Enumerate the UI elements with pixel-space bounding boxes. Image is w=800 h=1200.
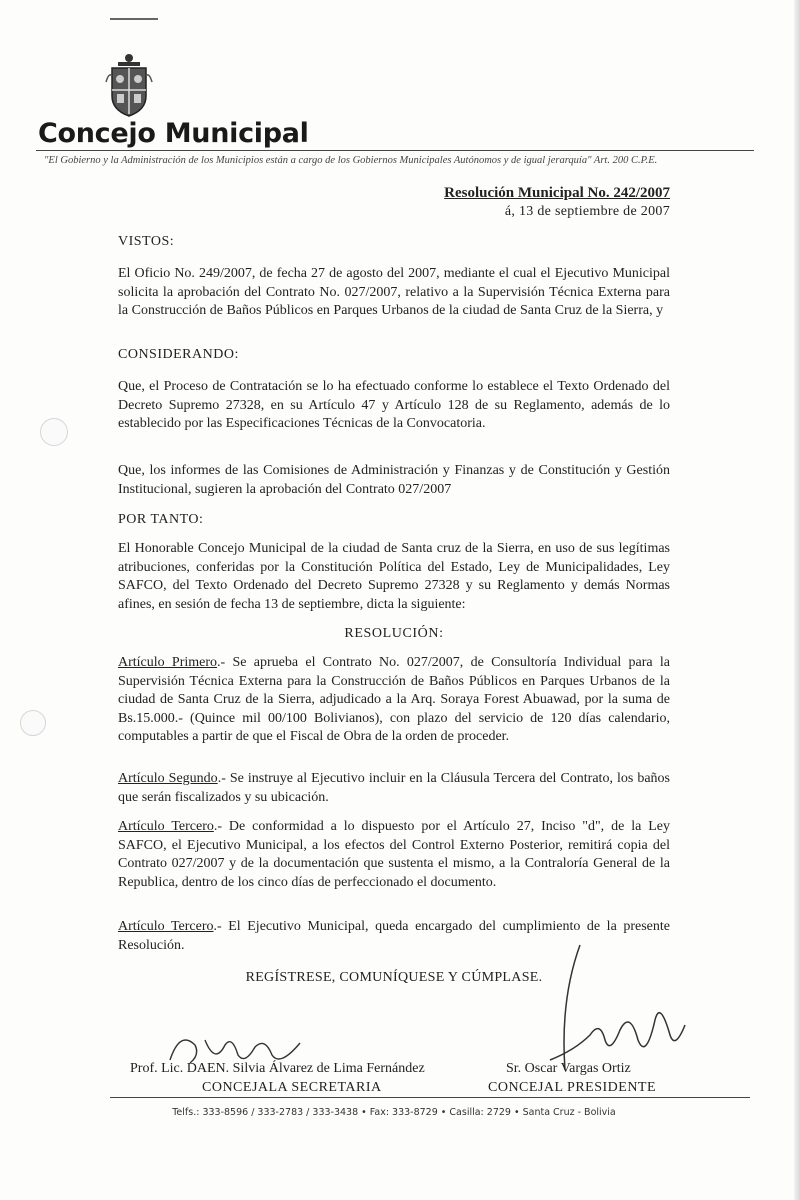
resolution-date: á, 13 de septiembre de 2007: [504, 204, 670, 219]
section-resolucion: RESOLUCIÓN:: [344, 626, 444, 641]
org-name: Concejo Municipal: [38, 118, 309, 149]
considerando-paragraph-2: Que, los informes de las Comisiones de Administración y Finanzas y de Constitución y Gestión Institucional, sugieren la aprobación del Contrato 027/2007: [118, 463, 670, 497]
article-1-text: .- Se aprueba el Contrato No. 027/2007, de Consultoría Individual para la Supervisión Técnica Externa para la Construcción de Baños Públicos en Parques Urbanos de la ciudad de Santa Cruz de la Sierra, adjudicado a la Arq. Soraya Forest Abuawad, por la suma de Bs.15.000.- (Quince mil 00/100 Bolivianos), con plazo del servicio de 120 días calendario, computables a partir de que el Fiscal de Obra de la orden de proceder.: [118, 655, 670, 744]
closing-formula: REGÍSTRESE, COMUNÍQUESE Y CÚMPLASE.: [245, 970, 543, 985]
punch-hole-top: [40, 418, 68, 446]
top-scan-mark: [110, 18, 158, 20]
scan-edge-shadow: [794, 0, 800, 1200]
footer-contact: Telfs.: 333-8596 / 333-2783 / 333-3438 • Fax: 333-8729 • Casilla: 2729 • Santa Cruz - Bolivia: [172, 1107, 616, 1118]
article-2-label: Artículo Segundo: [118, 771, 218, 786]
resolution-title: Resolución Municipal No. 242/2007: [444, 185, 670, 201]
section-por-tanto: POR TANTO:: [118, 512, 204, 527]
article-2: [118, 770, 670, 807]
article-3: [118, 818, 670, 892]
considerando-paragraph-1: Que, el Proceso de Contratación se lo ha efectuado conforme lo establece el Texto Ordenado del Decreto Supremo 27328, en su Artículo 47 y Artículo 128 de su Reglamento, además de lo establecido por las Especificaciones Técnicas de la Convocatoria.: [118, 379, 670, 431]
por-tanto-paragraph: El Honorable Concejo Municipal de la ciudad de Santa cruz de la Sierra, en uso de sus legítimas atribuciones, conferidas por la Constitución Política del Estado, Ley de Municipalidades, Ley SAFCO, del Texto Ordenado del Decreto Supremo 27328 y su Reglamento y demás Normas afines, en sesión de fecha 13 de septiembre, dicta la siguiente:: [118, 541, 670, 612]
article-3-label: Artículo Tercero: [118, 819, 214, 834]
right-signatory-name: Sr. Oscar Vargas Ortiz: [506, 1061, 631, 1076]
right-signatory-role: CONCEJAL PRESIDENTE: [488, 1080, 657, 1095]
article-1: [118, 654, 670, 747]
article-1-label: Artículo Primero: [118, 655, 218, 670]
header-rule: [36, 150, 754, 151]
header-motto: "El Gobierno y la Administración de los Municipios están a cargo de los Gobiernos Municipales Autónomos y de igual jerarquía" Art. 200 C.P.E.: [44, 155, 658, 166]
vistos-paragraph: El Oficio No. 249/2007, de fecha 27 de agosto del 2007, mediante el cual el Ejecutivo Municipal solicita la aprobación del Contrato No. 027/2007, relativo a la Supervisión Técnica Externa para la Construcción de Baños Públicos en Parques Urbanos de la ciudad de Santa Cruz de la Sierra, y: [118, 266, 670, 318]
section-considerando: CONSIDERANDO:: [118, 347, 239, 362]
article-2-text: .- Se instruye al Ejecutivo incluir en la Cláusula Tercera del Contrato, los baños que serán fiscalizados y su ubicación.: [118, 771, 670, 805]
left-signatory-role: CONCEJALA SECRETARIA: [202, 1080, 382, 1095]
article-4-text: .- El Ejecutivo Municipal, queda encargado del cumplimiento de la presente Resolución.: [118, 919, 670, 953]
punch-hole-bottom: [20, 710, 46, 736]
article-4-label: Artículo Tercero: [118, 919, 214, 934]
left-signatory-name: Prof. Lic. DAEN. Silvia Álvarez de Lima Fernández: [130, 1061, 425, 1076]
section-vistos: VISTOS:: [118, 234, 175, 249]
article-3-text: .- De conformidad a lo dispuesto por el Artículo 27, Inciso "d", de la Ley SAFCO, el Ejecutivo Municipal, a los efectos del Control Externo Posterior, remitirá copia del Contrato 027/2007 y de la documentación que sustenta el mismo, a la Contraloría General de la Republica, dentro de los cinco días de perfeccionado el documento.: [118, 819, 670, 890]
footer-rule: [110, 1097, 750, 1098]
coat-of-arms-icon: [104, 52, 154, 118]
